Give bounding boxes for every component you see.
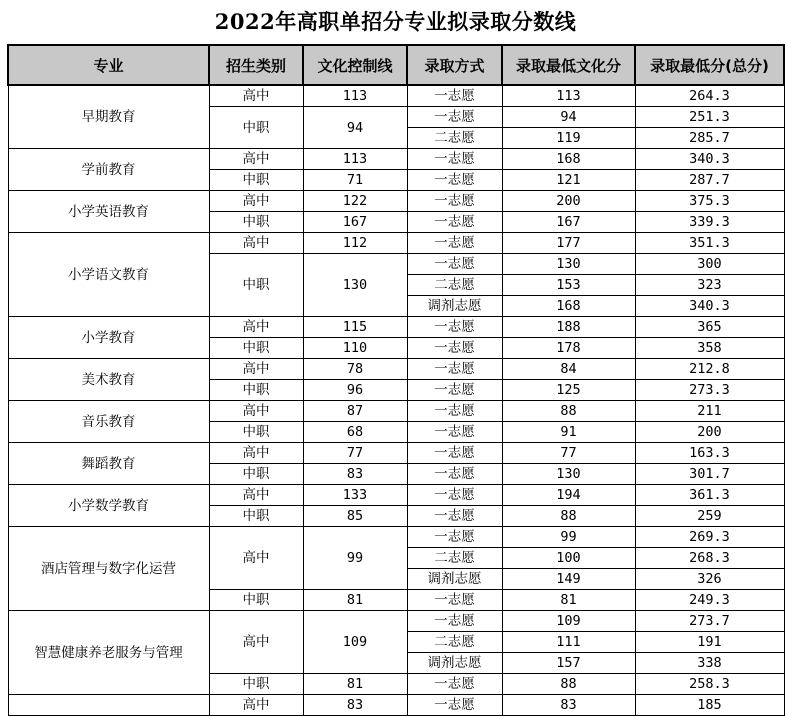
cell-category[interactable]: 高中 — [209, 401, 303, 422]
cell-admission-mode[interactable]: 一志愿 — [407, 359, 502, 380]
cell-min-total-score[interactable]: 163.3 — [635, 443, 784, 464]
cell-control-line[interactable]: 94 — [303, 107, 407, 149]
cell-category[interactable]: 中职 — [209, 464, 303, 485]
cell-admission-mode[interactable]: 一志愿 — [407, 233, 502, 254]
cell-admission-mode[interactable]: 二志愿 — [407, 548, 502, 569]
cell-min-total-score[interactable]: 269.3 — [635, 527, 784, 548]
cell-admission-mode[interactable]: 一志愿 — [407, 191, 502, 212]
cell-admission-mode[interactable]: 调剂志愿 — [407, 653, 502, 674]
cell-min-culture-score[interactable]: 178 — [502, 338, 635, 359]
cell-major[interactable] — [8, 695, 209, 716]
cell-min-culture-score[interactable]: 149 — [502, 569, 635, 590]
header-category[interactable]: 招生类别 — [209, 45, 303, 85]
cell-control-line[interactable]: 133 — [303, 485, 407, 506]
cell-min-culture-score[interactable]: 168 — [502, 149, 635, 170]
cell-min-total-score[interactable]: 259 — [635, 506, 784, 527]
cell-min-culture-score[interactable]: 125 — [502, 380, 635, 401]
cell-min-total-score[interactable]: 273.3 — [635, 380, 784, 401]
cell-min-total-score[interactable]: 273.7 — [635, 611, 784, 632]
cell-admission-mode[interactable]: 一志愿 — [407, 338, 502, 359]
cell-min-total-score[interactable]: 287.7 — [635, 170, 784, 191]
cell-min-culture-score[interactable]: 130 — [502, 464, 635, 485]
cell-min-culture-score[interactable]: 77 — [502, 443, 635, 464]
cell-major[interactable]: 小学语文教育 — [8, 233, 209, 317]
cell-category[interactable]: 高中 — [209, 233, 303, 254]
cell-min-culture-score[interactable]: 88 — [502, 506, 635, 527]
cell-admission-mode[interactable]: 一志愿 — [407, 590, 502, 611]
cell-control-line[interactable]: 71 — [303, 170, 407, 191]
cell-category[interactable]: 中职 — [209, 380, 303, 401]
table-row — [8, 359, 784, 380]
cell-min-total-score[interactable]: 340.3 — [635, 296, 784, 317]
table-body — [8, 85, 784, 716]
table-row — [8, 317, 784, 338]
cell-control-line[interactable]: 113 — [303, 149, 407, 170]
header-admission-mode[interactable]: 录取方式 — [407, 45, 502, 85]
cell-min-culture-score[interactable]: 130 — [502, 254, 635, 275]
cell-min-total-score[interactable]: 212.8 — [635, 359, 784, 380]
cell-category[interactable]: 高中 — [209, 611, 303, 674]
cell-min-total-score[interactable]: 358 — [635, 338, 784, 359]
cell-min-total-score[interactable]: 365 — [635, 317, 784, 338]
cell-min-culture-score[interactable]: 81 — [502, 590, 635, 611]
cell-min-total-score[interactable]: 264.3 — [635, 85, 784, 107]
cell-control-line[interactable]: 81 — [303, 674, 407, 695]
cell-min-total-score[interactable]: 323 — [635, 275, 784, 296]
cell-admission-mode[interactable]: 一志愿 — [407, 107, 502, 128]
cell-min-total-score[interactable]: 200 — [635, 422, 784, 443]
cell-category[interactable]: 高中 — [209, 359, 303, 380]
cell-min-total-score[interactable]: 249.3 — [635, 590, 784, 611]
cell-control-line[interactable]: 112 — [303, 233, 407, 254]
header-row — [8, 45, 784, 85]
cell-min-total-score[interactable]: 375.3 — [635, 191, 784, 212]
cell-category[interactable]: 高中 — [209, 443, 303, 464]
cell-major[interactable]: 酒店管理与数字化运营 — [8, 527, 209, 611]
cell-category[interactable]: 中职 — [209, 422, 303, 443]
cell-min-culture-score[interactable]: 200 — [502, 191, 635, 212]
cell-admission-mode[interactable]: 二志愿 — [407, 128, 502, 149]
table-row — [8, 149, 784, 170]
cell-admission-mode[interactable]: 二志愿 — [407, 632, 502, 653]
admission-score-table — [7, 44, 785, 716]
header-major[interactable]: 专业 — [8, 45, 209, 85]
cell-min-total-score[interactable]: 351.3 — [635, 233, 784, 254]
cell-major[interactable]: 早期教育 — [8, 85, 209, 149]
cell-min-total-score[interactable]: 191 — [635, 632, 784, 653]
cell-category[interactable]: 高中 — [209, 191, 303, 212]
cell-min-culture-score[interactable]: 188 — [502, 317, 635, 338]
cell-min-total-score[interactable]: 268.3 — [635, 548, 784, 569]
cell-control-line[interactable]: 85 — [303, 506, 407, 527]
cell-min-total-score[interactable]: 185 — [635, 695, 784, 716]
cell-admission-mode[interactable]: 一志愿 — [407, 443, 502, 464]
cell-category[interactable]: 高中 — [209, 149, 303, 170]
cell-admission-mode[interactable]: 调剂志愿 — [407, 569, 502, 590]
cell-control-line[interactable]: 77 — [303, 443, 407, 464]
cell-major[interactable]: 小学教育 — [8, 317, 209, 359]
cell-min-culture-score[interactable]: 153 — [502, 275, 635, 296]
cell-min-total-score[interactable]: 211 — [635, 401, 784, 422]
cell-admission-mode[interactable]: 一志愿 — [407, 527, 502, 548]
cell-admission-mode[interactable]: 一志愿 — [407, 212, 502, 233]
cell-admission-mode[interactable]: 一志愿 — [407, 317, 502, 338]
cell-control-line[interactable]: 109 — [303, 611, 407, 674]
cell-min-culture-score[interactable]: 111 — [502, 632, 635, 653]
cell-min-culture-score[interactable]: 109 — [502, 611, 635, 632]
table-row — [8, 401, 784, 422]
cell-major[interactable]: 舞蹈教育 — [8, 443, 209, 485]
header-control-line[interactable]: 文化控制线 — [303, 45, 407, 85]
cell-min-culture-score[interactable]: 94 — [502, 107, 635, 128]
cell-min-culture-score[interactable]: 168 — [502, 296, 635, 317]
cell-min-culture-score[interactable]: 157 — [502, 653, 635, 674]
cell-admission-mode[interactable]: 调剂志愿 — [407, 296, 502, 317]
header-min-total-score[interactable]: 录取最低分(总分) — [635, 45, 784, 85]
cell-min-total-score[interactable]: 251.3 — [635, 107, 784, 128]
cell-admission-mode[interactable]: 一志愿 — [407, 85, 502, 107]
cell-admission-mode[interactable]: 一志愿 — [407, 485, 502, 506]
cell-category[interactable]: 中职 — [209, 107, 303, 149]
cell-category[interactable]: 中职 — [209, 674, 303, 695]
table-row — [8, 191, 784, 212]
sheet-title: 2022年高职单招分专业拟录取分数线 — [214, 9, 577, 34]
cell-control-line[interactable]: 83 — [303, 464, 407, 485]
cell-control-line[interactable]: 115 — [303, 317, 407, 338]
table-row — [8, 695, 784, 716]
cell-control-line[interactable]: 68 — [303, 422, 407, 443]
cell-min-total-score[interactable]: 258.3 — [635, 674, 784, 695]
cell-major[interactable]: 智慧健康养老服务与管理 — [8, 611, 209, 695]
cell-major[interactable]: 小学数学教育 — [8, 485, 209, 527]
table-row — [8, 233, 784, 254]
cell-category[interactable]: 中职 — [209, 170, 303, 191]
cell-min-culture-score[interactable]: 88 — [502, 401, 635, 422]
cell-admission-mode[interactable]: 一志愿 — [407, 170, 502, 191]
cell-major[interactable]: 美术教育 — [8, 359, 209, 401]
cell-control-line[interactable]: 87 — [303, 401, 407, 422]
cell-control-line[interactable]: 99 — [303, 527, 407, 590]
cell-min-culture-score[interactable]: 119 — [502, 128, 635, 149]
cell-min-total-score[interactable]: 326 — [635, 569, 784, 590]
cell-control-line[interactable]: 167 — [303, 212, 407, 233]
cell-control-line[interactable]: 130 — [303, 254, 407, 317]
cell-major[interactable]: 音乐教育 — [8, 401, 209, 443]
cell-min-culture-score[interactable]: 99 — [502, 527, 635, 548]
cell-category[interactable]: 高中 — [209, 527, 303, 590]
table-row — [8, 85, 784, 107]
cell-admission-mode[interactable]: 二志愿 — [407, 275, 502, 296]
cell-category[interactable]: 中职 — [209, 212, 303, 233]
table-row — [8, 443, 784, 464]
cell-admission-mode[interactable]: 一志愿 — [407, 695, 502, 716]
cell-min-total-score[interactable]: 301.7 — [635, 464, 784, 485]
cell-admission-mode[interactable]: 一志愿 — [407, 254, 502, 275]
cell-category[interactable]: 高中 — [209, 317, 303, 338]
cell-control-line[interactable]: 110 — [303, 338, 407, 359]
cell-min-culture-score[interactable]: 167 — [502, 212, 635, 233]
cell-admission-mode[interactable]: 一志愿 — [407, 464, 502, 485]
table-row — [8, 485, 784, 506]
cell-control-line[interactable]: 83 — [303, 695, 407, 716]
cell-min-culture-score[interactable]: 177 — [502, 233, 635, 254]
cell-control-line[interactable]: 78 — [303, 359, 407, 380]
cell-category[interactable]: 高中 — [209, 485, 303, 506]
cell-control-line[interactable]: 122 — [303, 191, 407, 212]
header-min-culture-score[interactable]: 录取最低文化分 — [502, 45, 635, 85]
cell-control-line[interactable]: 113 — [303, 85, 407, 107]
cell-min-culture-score[interactable]: 194 — [502, 485, 635, 506]
cell-min-culture-score[interactable]: 83 — [502, 695, 635, 716]
cell-admission-mode[interactable]: 一志愿 — [407, 506, 502, 527]
cell-min-culture-score[interactable]: 84 — [502, 359, 635, 380]
cell-min-total-score[interactable]: 340.3 — [635, 149, 784, 170]
cell-control-line[interactable]: 81 — [303, 590, 407, 611]
cell-major[interactable]: 小学英语教育 — [8, 191, 209, 233]
cell-min-culture-score[interactable]: 121 — [502, 170, 635, 191]
cell-min-culture-score[interactable]: 91 — [502, 422, 635, 443]
table-row — [8, 611, 784, 632]
cell-min-culture-score[interactable]: 88 — [502, 674, 635, 695]
cell-category[interactable]: 中职 — [209, 590, 303, 611]
cell-admission-mode[interactable]: 一志愿 — [407, 611, 502, 632]
cell-min-culture-score[interactable]: 100 — [502, 548, 635, 569]
cell-min-culture-score[interactable]: 113 — [502, 85, 635, 107]
cell-min-total-score[interactable]: 361.3 — [635, 485, 784, 506]
cell-admission-mode[interactable]: 一志愿 — [407, 149, 502, 170]
cell-min-total-score[interactable]: 339.3 — [635, 212, 784, 233]
cell-min-total-score[interactable]: 285.7 — [635, 128, 784, 149]
cell-min-total-score[interactable]: 300 — [635, 254, 784, 275]
cell-admission-mode[interactable]: 一志愿 — [407, 401, 502, 422]
cell-admission-mode[interactable]: 一志愿 — [407, 380, 502, 401]
cell-category[interactable]: 高中 — [209, 85, 303, 107]
cell-category[interactable]: 中职 — [209, 254, 303, 317]
cell-min-total-score[interactable]: 338 — [635, 653, 784, 674]
cell-control-line[interactable]: 96 — [303, 380, 407, 401]
cell-admission-mode[interactable]: 一志愿 — [407, 674, 502, 695]
cell-category[interactable]: 中职 — [209, 506, 303, 527]
cell-category[interactable]: 高中 — [209, 695, 303, 716]
cell-major[interactable]: 学前教育 — [8, 149, 209, 191]
cell-category[interactable]: 中职 — [209, 338, 303, 359]
table-row — [8, 527, 784, 548]
cell-admission-mode[interactable]: 一志愿 — [407, 422, 502, 443]
